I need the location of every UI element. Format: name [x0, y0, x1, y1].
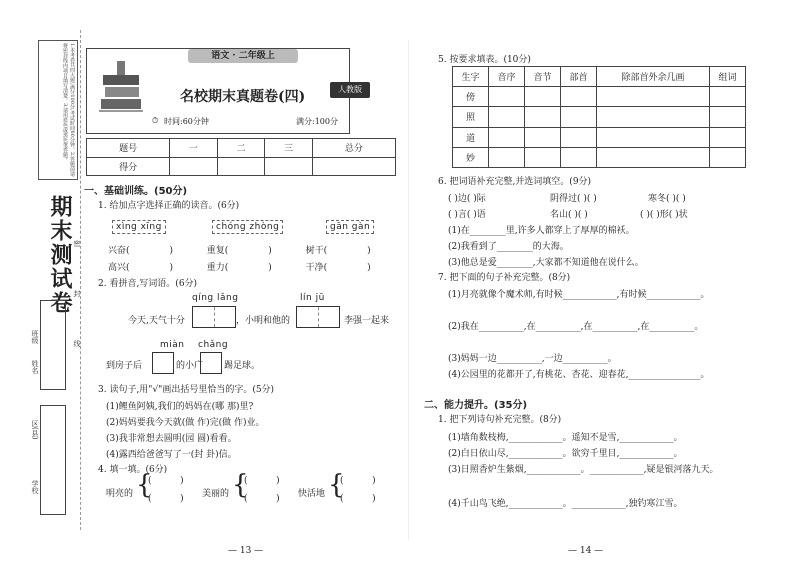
q3-item: (4)露西给爸爸写了一(封 卦)信。 [106, 450, 237, 460]
q6-word: ( )边( )际 [448, 194, 486, 204]
q1-row-2: 高兴( ) 重力( ) 干净( ) [108, 263, 371, 273]
edition-badge: 人教版 [330, 82, 370, 98]
table-header: 除部首外余几画 [596, 67, 709, 87]
exam-time: 时间:60分钟 [164, 117, 209, 126]
q7-item: (4)公园里的花都开了,有桃花、杏花、迎春花,________________。 [448, 370, 710, 380]
q3-prompt: 3. 读句子,用"√"画出括号里恰当的字。(5分) [98, 385, 275, 395]
q2-pinyin-2: lín jū [300, 293, 325, 303]
q4-blank[interactable]: ( ) [340, 494, 376, 504]
q8-item: (3)日照香炉生紫烟,____________。____________,疑是银河落九天。 [448, 465, 719, 475]
q6-item: (3)他总是爱________,大家都不知道他在说什么。 [448, 258, 644, 268]
score-cell[interactable] [217, 157, 265, 176]
class-label: 班级 [31, 330, 39, 344]
subject-banner: 语文 · 二年级上 [188, 49, 298, 63]
brace-icon: { [328, 470, 345, 500]
seal-feng: 封 [73, 290, 81, 297]
q2-text-4: 到房子后 [106, 361, 143, 371]
exam-notice: 1.本考卷共四大题,满分100分,考试时间60分钟。2.答题前请将密封线内项目填写清楚。3.请用蓝色或黑色笔答题。 [38, 40, 78, 180]
q1-pinyin-3: gān gàn [326, 220, 374, 234]
seal-line [80, 30, 81, 530]
q8-item: (4)千山鸟飞绝,____________。____________,独钓寒江雪。 [448, 499, 683, 509]
seal-mi: 密 [73, 240, 81, 247]
table-row: 道 [453, 127, 746, 147]
score-cell[interactable] [312, 157, 395, 176]
section-1-heading: 一、基础训练。(50分) [84, 186, 188, 197]
q4-blank[interactable]: ( ) [340, 476, 376, 486]
q3-item: (2)妈妈要我今天就(做 作)完(做 作)业。 [106, 418, 265, 428]
q2-text-2: ，小明和他的 [236, 316, 291, 326]
table-row: 傍 [453, 87, 746, 107]
q2-pinyin-3: miàn [160, 340, 185, 350]
q2-prompt: 2. 看拼音,写词语。(6分) [98, 279, 198, 289]
q2-text-6: 踢足球。 [224, 361, 261, 371]
q4-blank[interactable]: ( ) [244, 494, 280, 504]
q6-word: 阴得过( )( ) [550, 194, 597, 204]
q1-pinyin-2: chóng zhòng [212, 220, 283, 234]
q5-prompt: 5. 按要求填表。(10分) [438, 55, 531, 65]
seal-xian: 线 [73, 340, 81, 347]
q6-item: (1)在________里,许多人都穿上了厚厚的棉袄。 [448, 226, 635, 236]
score-cell[interactable] [170, 157, 218, 176]
score-header-cell: 二 [217, 139, 265, 158]
exam-title: 名校期末真题卷(四) [180, 89, 306, 105]
q6-item: (2)我看到了________的大海。 [448, 242, 569, 252]
q8-item: (1)墙角数枝梅,____________。遥知不是雪,____________。 [448, 433, 683, 443]
q6-word: ( )言( )语 [448, 210, 486, 220]
q4-label: 快活地 [298, 489, 326, 499]
score-table [86, 138, 396, 176]
books-icon [95, 59, 147, 123]
q1-pinyin-1: xìng xīng [112, 220, 166, 234]
q4-label: 明亮的 [106, 489, 134, 499]
q1-prompt: 1. 给加点字选择正确的读音。(6分) [98, 201, 240, 211]
q4-label: 美丽的 [202, 489, 230, 499]
q6-word: 名山( )( ) [550, 210, 588, 220]
score-row-label: 得分 [87, 157, 170, 176]
q7-item: (2)我在__________,在__________,在__________,在__________。 [448, 322, 704, 332]
page-number-right: — 14 — [568, 546, 604, 556]
q3-item: (1)鲤鱼阿姨,我们的妈妈在(哪 那)里? [106, 402, 254, 412]
table-header: 部首 [560, 67, 596, 87]
writing-grid[interactable] [192, 306, 236, 328]
section-2-heading: 二、能力提升。(35分) [424, 400, 528, 411]
q4-blank[interactable]: ( ) [148, 476, 184, 486]
q4-blank[interactable]: ( ) [244, 476, 280, 486]
q7-item: (3)妈妈一边__________,一边__________。 [448, 354, 617, 364]
q7-item: (1)月亮就像个魔术师,有时候____________,有时候____________。 [448, 290, 710, 300]
q8-prompt: 1. 把下列诗句补充完整。(8分) [438, 415, 562, 425]
q2-pinyin-1: qíng lǎng [192, 293, 239, 303]
page-number-left: — 13 — [228, 546, 264, 556]
exam-full-score: 满分:100分 [296, 117, 338, 126]
table-header: 音节 [524, 67, 560, 87]
q7-prompt: 7. 把下面的句子补充完整。(8分) [438, 273, 571, 283]
q1-row-1: 兴奋( ) 重复( ) 树干( ) [108, 246, 371, 256]
q2-text-3: 李强一起来 [344, 316, 390, 326]
score-cell[interactable] [265, 157, 313, 176]
writing-grid[interactable] [152, 352, 174, 374]
q4-blank[interactable]: ( ) [148, 494, 184, 504]
brace-icon: { [232, 470, 249, 500]
character-table [452, 66, 746, 168]
score-header-cell: 三 [265, 139, 313, 158]
school-info-box [40, 405, 66, 515]
table-header: 组词 [709, 67, 745, 87]
clock-icon: ⏱ [152, 116, 159, 125]
binding-strip [0, 0, 84, 574]
exam-type-title: 期末测试卷 [47, 195, 72, 315]
table-header: 音序 [488, 67, 524, 87]
q6-word: 寒冬( )( ) [648, 194, 686, 204]
table-header: 生字 [453, 67, 489, 87]
writing-grid[interactable] [200, 352, 222, 374]
page-divider [408, 40, 409, 540]
score-header-cell: 总分 [312, 139, 395, 158]
student-info-box [40, 300, 66, 390]
table-row: 妙 [453, 147, 746, 167]
q6-prompt: 6. 把词语补充完整,并选词填空。(9分) [438, 177, 592, 187]
q2-text-5: 的小广 [176, 361, 204, 371]
county-label: 区(县) [31, 420, 39, 440]
q2-text-1: 今天,天气十分 [128, 316, 185, 326]
brace-icon: { [136, 470, 153, 500]
school-label: 学校 [31, 480, 39, 494]
writing-grid[interactable] [296, 306, 340, 328]
q3-item: (3)我非常想去圆明(园 圆)看看。 [106, 434, 237, 444]
q6-word: ( )( )形( )状 [640, 210, 688, 220]
q2-pinyin-4: chǎng [198, 340, 229, 350]
score-header-cell: 一 [170, 139, 218, 158]
q8-item: (2)白日依山尽,____________。欲穷千里目,____________。 [448, 449, 683, 459]
score-header-cell: 题号 [87, 139, 170, 158]
table-row: 照 [453, 107, 746, 127]
name-label: 姓名 [31, 360, 39, 374]
q4-prompt: 4. 填一填。(6分) [98, 465, 168, 475]
